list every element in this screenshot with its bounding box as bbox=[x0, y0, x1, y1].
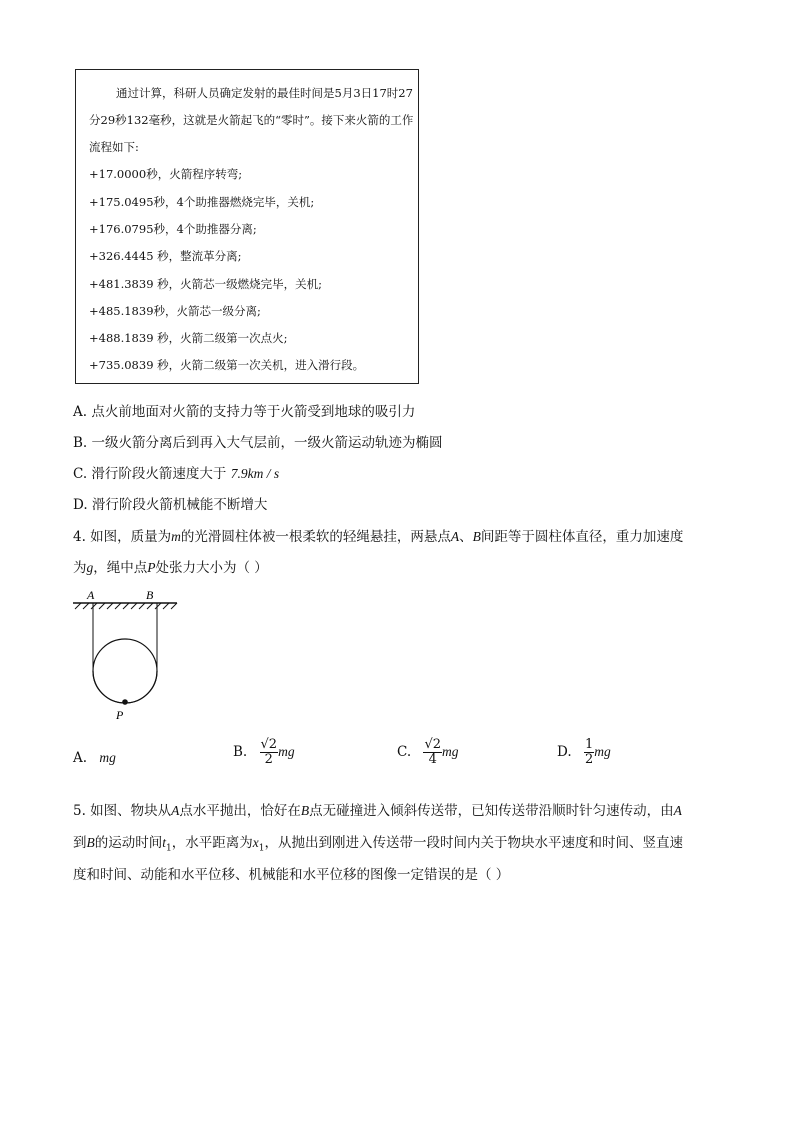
q4-var-b: B bbox=[472, 529, 481, 544]
q4-option-a bbox=[73, 750, 116, 766]
q4-text: 处张力大小为（ ） bbox=[155, 560, 268, 576]
option-label: B. bbox=[233, 744, 248, 761]
q4-text: ，绳中点 bbox=[93, 560, 148, 576]
q5-stem-line-2 bbox=[73, 831, 683, 854]
ceiling-hatch bbox=[73, 603, 177, 609]
fraction-numerator: √2 bbox=[260, 737, 278, 752]
q5-var-b: B bbox=[86, 835, 95, 850]
option-value: mg bbox=[278, 744, 295, 760]
fraction bbox=[423, 738, 442, 766]
q4-var-a: A bbox=[450, 529, 460, 544]
option-label: D. bbox=[557, 744, 572, 761]
fraction-denominator: 2 bbox=[264, 751, 273, 767]
info-line: +481.3839 秒，火箭芯一级燃烧完毕，关机; bbox=[89, 277, 323, 291]
q3-option-c bbox=[73, 462, 279, 482]
q4-text: 的光滑圆柱体被一根柔软的轻绳悬挂，两悬点 bbox=[180, 529, 451, 545]
q4-text: 4. 如图，质量为 bbox=[73, 529, 172, 545]
q4-text: 、 bbox=[459, 529, 473, 545]
fraction-numerator: √2 bbox=[424, 737, 441, 752]
info-line: 分29秒132毫秒，这就是火箭起飞的“零时”。接下来火箭的工作 bbox=[89, 113, 414, 127]
option-value: mg bbox=[99, 750, 116, 765]
q5-text: ，水平距离为 bbox=[171, 835, 253, 851]
info-line: 通过计算，科研人员确定发射的最佳时间是5月3日17时27 bbox=[116, 86, 413, 100]
q4-stem-line-2 bbox=[73, 556, 268, 576]
q5-stem-line-1 bbox=[73, 799, 682, 819]
q5-var-t1-subscript: 1 bbox=[166, 843, 172, 854]
q5-text: 到 bbox=[73, 835, 87, 851]
info-line: +176.0795秒，4个助推器分离; bbox=[89, 222, 257, 236]
label-p: P bbox=[116, 708, 124, 722]
q5-text: 的运动时间 bbox=[94, 835, 163, 851]
info-line: +326.4445 秒，整流革分离; bbox=[89, 249, 242, 263]
q5-stem-line-3: 度和时间、动能和水平位移、机械能和水平位移的图像一定错误的是（ ） bbox=[73, 867, 510, 883]
q3-option-c-text: C. 滑行阶段火箭速度大于 bbox=[73, 466, 227, 482]
fraction-numerator: 1 bbox=[584, 737, 594, 752]
fraction-denominator: 4 bbox=[428, 751, 437, 767]
info-line: +488.1839 秒，火箭二级第一次点火; bbox=[89, 331, 288, 345]
q4-stem-line-1 bbox=[73, 525, 683, 545]
q3-option-b: B. 一级火箭分离后到再入大气层前，一级火箭运动轨迹为椭圆 bbox=[73, 435, 443, 451]
q5-var-b: B bbox=[300, 803, 310, 818]
q5-var-a: A bbox=[673, 803, 682, 818]
fraction bbox=[260, 738, 279, 766]
q4-option-c bbox=[397, 738, 459, 766]
info-line: +175.0495秒，4个助推器燃烧完毕，关机; bbox=[89, 195, 315, 209]
fraction-denominator: 2 bbox=[584, 751, 594, 767]
q5-text: 5. 如图、物块从 bbox=[73, 803, 172, 819]
q4-var-m: m bbox=[171, 529, 181, 544]
q5-text: 点水平抛出，恰好在 bbox=[179, 803, 301, 819]
q5-text: 点无碰撞进入倾斜传送带，已知传送带沿顺时针匀速传动，由 bbox=[309, 803, 674, 819]
q4-option-b bbox=[233, 738, 295, 766]
q3-option-c-value: 7.9km / s bbox=[230, 466, 280, 481]
point-p bbox=[122, 699, 128, 705]
info-line: +735.0839 秒，火箭二级第一次关机，进入滑行段。 bbox=[89, 358, 365, 372]
q4-var-g: g bbox=[86, 560, 94, 575]
option-label: C. bbox=[397, 744, 412, 761]
q3-option-a: A. 点火前地面对火箭的支持力等于火箭受到地球的吸引力 bbox=[73, 404, 416, 420]
q4-text: 为 bbox=[73, 560, 87, 576]
rope-under-cylinder bbox=[93, 671, 157, 703]
info-line: 流程如下: bbox=[89, 140, 139, 154]
q5-var-x1-subscript: 1 bbox=[258, 843, 265, 854]
label-a: A bbox=[87, 588, 95, 602]
option-value: mg bbox=[442, 744, 459, 760]
q5-var-t1: t bbox=[162, 835, 167, 850]
q4-option-d bbox=[557, 738, 611, 766]
info-box bbox=[75, 69, 419, 384]
q4-var-p: P bbox=[147, 560, 156, 575]
q5-var-x1: x bbox=[252, 835, 259, 850]
info-line: +17.0000秒，火箭程序转弯; bbox=[89, 167, 243, 181]
option-value: mg bbox=[594, 744, 611, 760]
q5-text: ，从抛出到刚进入传送带一段时间内关于物块水平速度和时间、竖直速 bbox=[264, 835, 683, 851]
q4-figure bbox=[65, 585, 185, 725]
q4-text: 间距等于圆柱体直径，重力加速度 bbox=[480, 529, 684, 545]
q3-option-d: D. 滑行阶段火箭机械能不断增大 bbox=[73, 497, 268, 513]
q5-var-a: A bbox=[171, 803, 180, 818]
label-b: B bbox=[146, 588, 154, 602]
option-label: A. bbox=[73, 750, 88, 766]
info-line: +485.1839秒，火箭芯一级分离; bbox=[89, 304, 261, 318]
fraction bbox=[584, 738, 594, 766]
